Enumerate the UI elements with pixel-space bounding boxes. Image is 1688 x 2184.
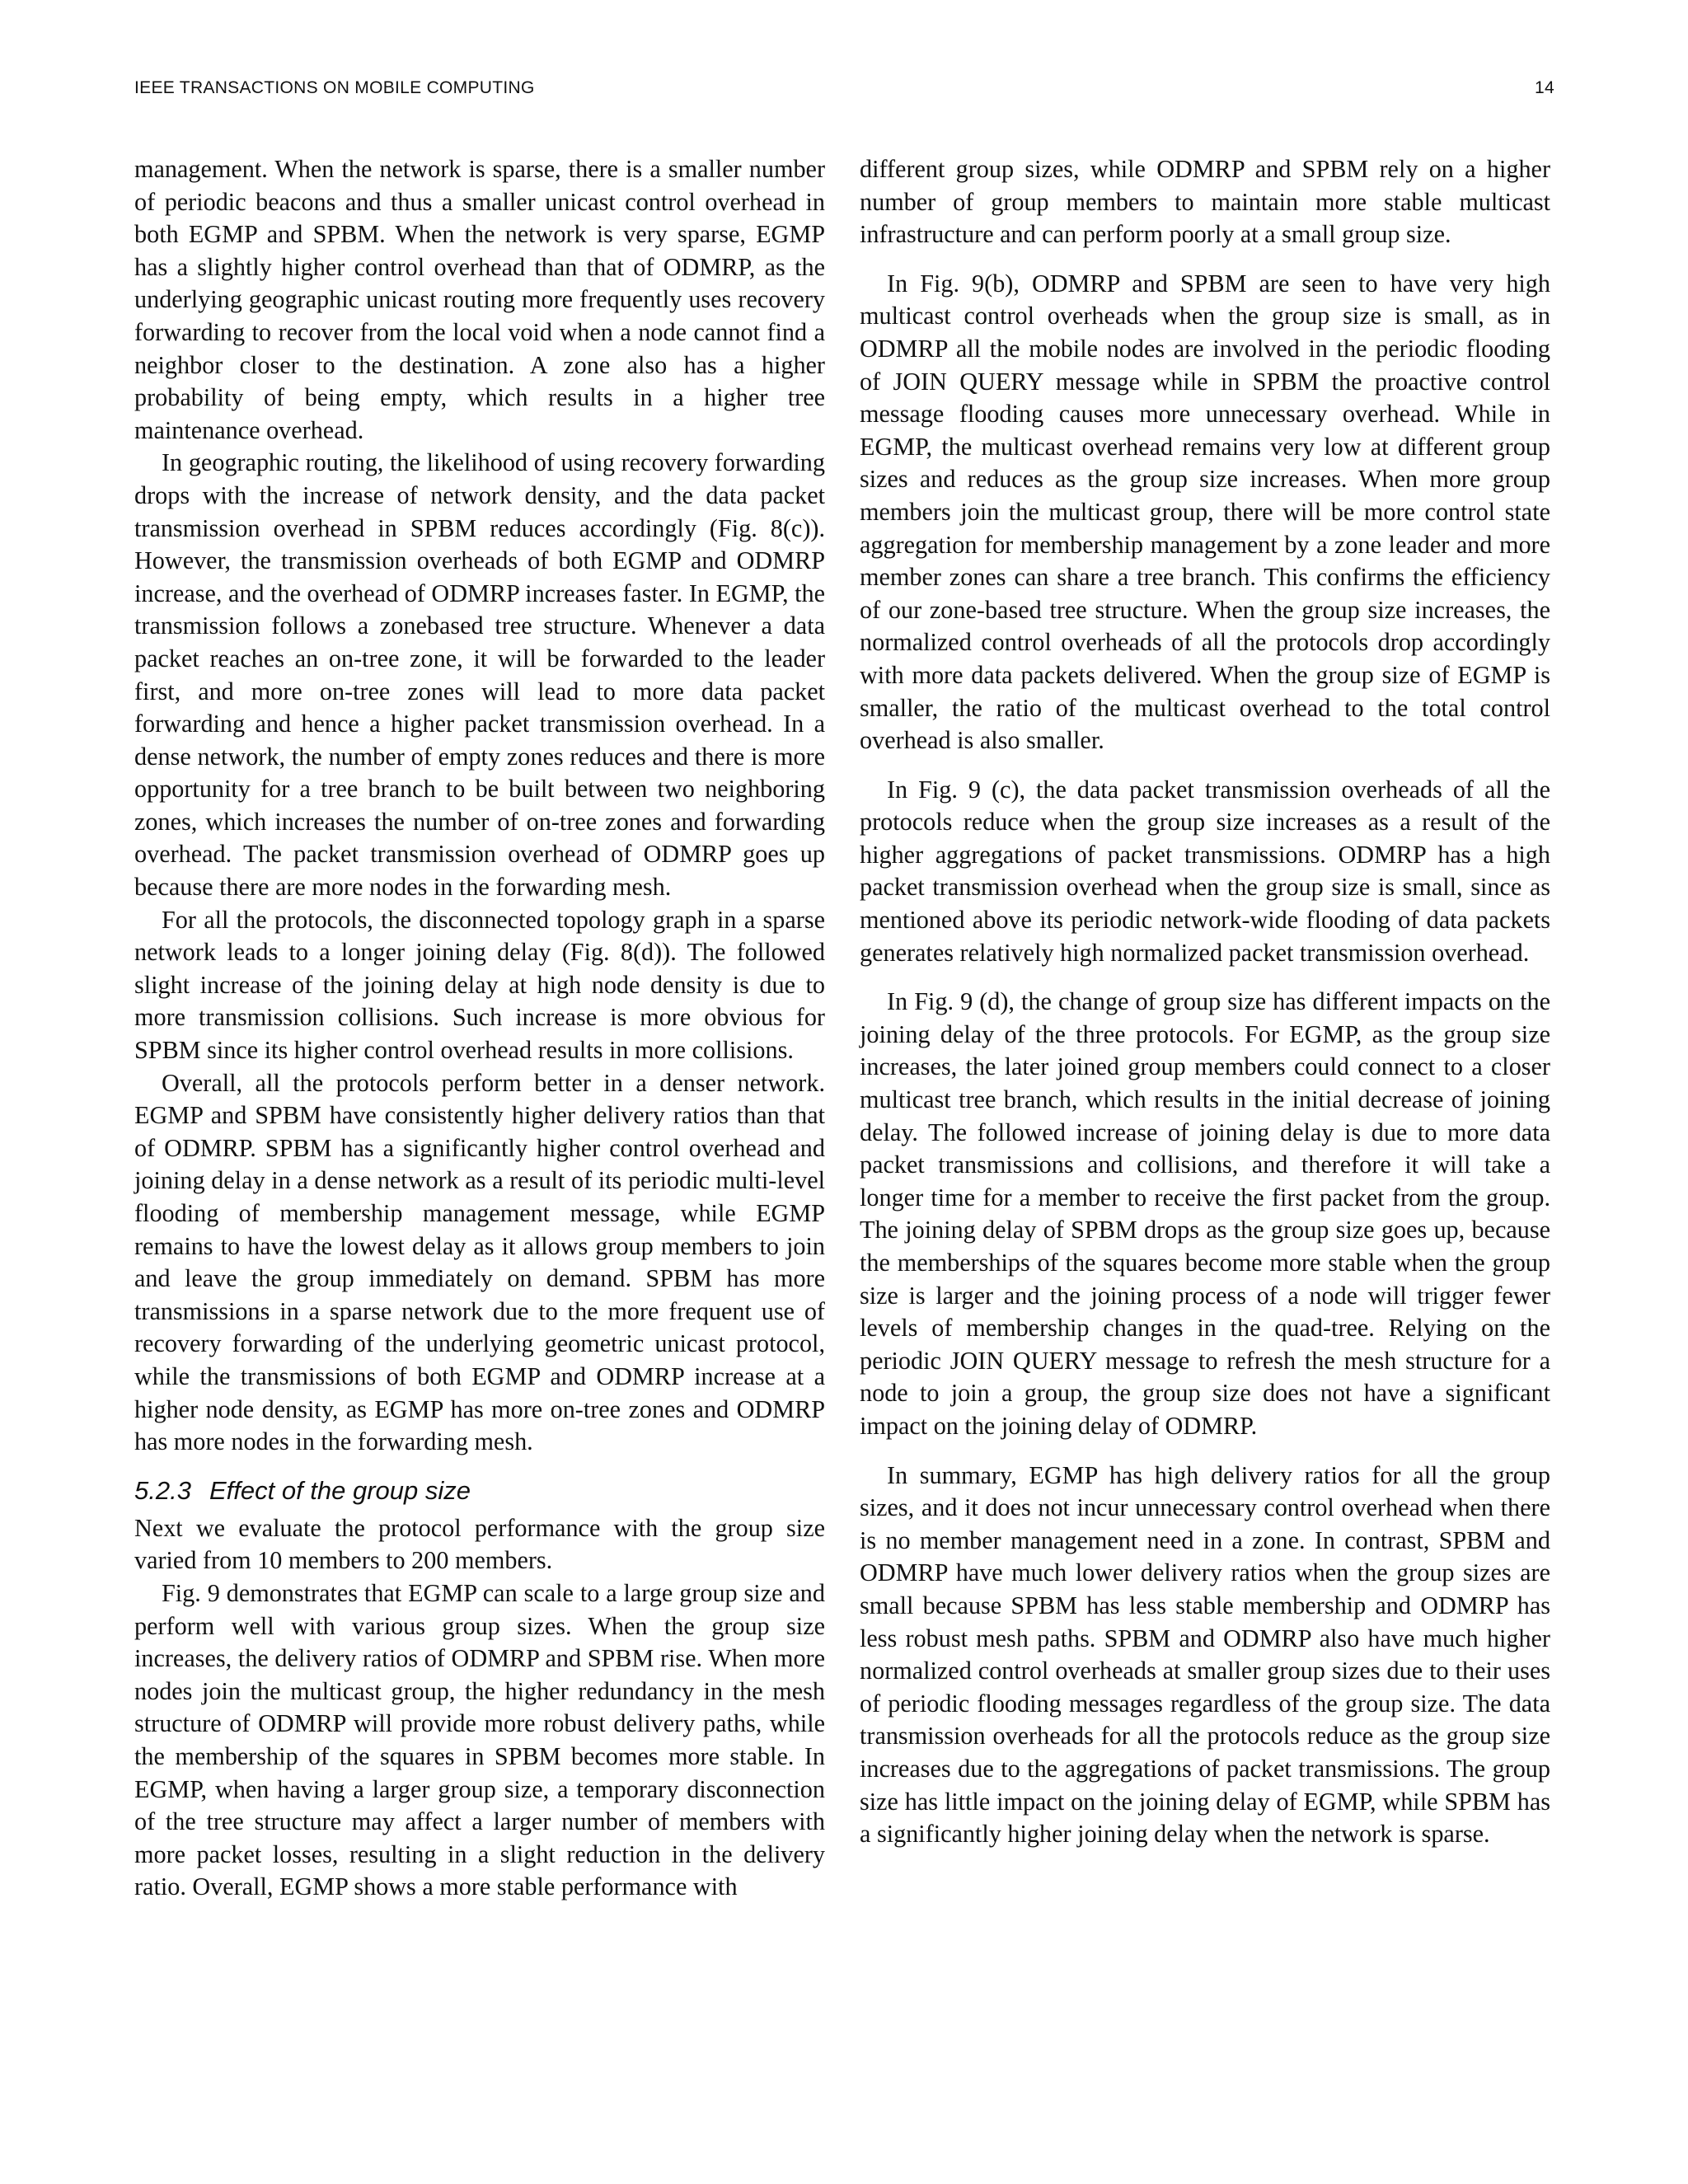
paragraph-right-3: In Fig. 9 (c), the data packet transmission overheads of all the protocols reduce when the group size increases as a result of the higher aggregations of packet transmissions. ODMRP has a high packet transmission overhead when the group size is small, since as mentioned above its periodic network-wide flooding of data packets generates relatively high normalized packet transmission overhead. xyxy=(860,775,1550,967)
paragraph-right-2: In Fig. 9(b), ODMRP and SPBM are seen to have very high multicast control overheads when the group size is small, as in ODMRP all the mobile nodes are involved in the periodic flooding of JOIN QUERY message while in SPBM the proactive control message flooding causes more unnecessary overhead. While in EGMP, the multicast overhead remains very low at different group sizes and reduces as the group size increases. When more group members join the multicast group, there will be more control state aggregation for membership management by a zone leader and more member zones can share a tree branch. This confirms the efficiency of our zone-based tree structure. When the group size increases, the normalized control overheads of all the protocols drop accordingly with more data packets delivered. When the group size of EGMP is smaller, the ratio of the multicast overhead to the total control overhead is also smaller. xyxy=(860,269,1550,755)
paragraph-right-4: In Fig. 9 (d), the change of group size has different impacts on the joining delay of the three protocols. For EGMP, as the group size increases, the later joined group members could connect to a closer multicast tree branch, which results in the initial decrease of joining delay. The followed increase of joining delay is due to more data packet transmissions and collisions, and therefore it will take a longer time for a member to receive the first packet from the group. The joining delay of SPBM drops as the group size goes up, because the memberships of the squares become more stable when the group size is larger and the joining process of a node will trigger fewer levels of membership changes in the quad-tree. Relying on the periodic JOIN QUERY message to refresh the mesh structure for a node to join a group, the group size does not have a significant impact on the joining delay of ODMRP. xyxy=(860,987,1550,1440)
left-column xyxy=(134,153,825,1904)
subsection-title: Effect of the group size xyxy=(209,1475,471,1505)
paragraph-left-2: In geographic routing, the likelihood of using recovery forwarding drops with the increase of network density, and the data packet transmission overhead in SPBM reduces accordingly (Fig. 8(c)). However, the transmission overheads of both EGMP and ODMRP increase, and the overhead of ODMRP increases faster. In EGMP, the transmission follows a zonebased tree structure. Whenever a data packet reaches an on-tree zone, it will be forwarded to the leader first, and more on-tree zones will lead to more data packet forwarding and hence a higher packet transmission overhead. In a dense network, the number of empty zones reduces and there is more opportunity for a tree branch to be built between two neighboring zones, which increases the number of on-tree zones and forwarding overhead. The packet transmission overhead of ODMRP goes up because there are more nodes in the forwarding mesh. xyxy=(134,448,826,902)
subsection-number: 5.2.3 xyxy=(134,1475,191,1505)
subsection-heading xyxy=(134,1474,825,1507)
paragraph-left-5: Next we evaluate the protocol performance with the group size varied from 10 members to 200 members. xyxy=(134,1513,825,1575)
paragraph-right-1: different group sizes, while ODMRP and SPBM rely on a higher number of group members to maintain more stable multicast infrastructure and can perform poorly at a small group size. xyxy=(860,155,1550,249)
paragraph-left-1: management. When the network is sparse, there is a smaller number of periodic beacons and thus a smaller unicast control overhead in both EGMP and SPBM. When the network is very sparse, EGMP has a slightly higher control overhead than that of ODMRP, as the underlying geographic unicast routing more frequently uses recovery forwarding to recover from the local void when a node cannot find a neighbor closer to the destination. A zone also has a higher probability of being empty, which results in a higher tree maintenance overhead. xyxy=(134,155,825,444)
running-header xyxy=(134,78,1554,103)
page-number: 14 xyxy=(1535,78,1554,97)
paragraph-left-4: Overall, all the protocols perform better in a denser network. EGMP and SPBM have consistently higher delivery ratios than that of ODMRP. SPBM has a significantly higher control overhead and joining delay in a dense network as a result of its periodic multi-level flooding of membership management message, while EGMP remains to have the lowest delay as it allows group members to join and leave the group immediately on demand. SPBM has more transmissions in a sparse network due to the more frequent use of recovery forwarding of the underlying geometric unicast protocol, while the transmissions of both EGMP and ODMRP increase at a higher node density, as EGMP has more on-tree zones and ODMRP has more nodes in the forwarding mesh. xyxy=(134,1068,825,1456)
paragraph-left-6: Fig. 9 demonstrates that EGMP can scale to a large group size and perform well with various group sizes. When the group size increases, the delivery ratios of ODMRP and SPBM rise. When more nodes join the multicast group, the higher redundancy in the mesh structure of ODMRP will provide more robust delivery paths, while the membership of the squares in SPBM becomes more stable. In EGMP, when having a larger group size, a temporary disconnection of the tree structure may affect a larger number of members with more packet losses, resulting in a slight reduction in the delivery ratio. Overall, EGMP shows a more stable performance with xyxy=(134,1578,825,1901)
right-column xyxy=(860,153,1550,1868)
paragraph-left-3: For all the protocols, the disconnected topology graph in a sparse network leads to a longer joining delay (Fig. 8(d)). The followed slight increase of the joining delay at high node density is due to more transmission collisions. Such increase is more obvious for SPBM since its higher control overhead results in more collisions. xyxy=(134,905,825,1065)
journal-title: IEEE TRANSACTIONS ON MOBILE COMPUTING xyxy=(134,78,535,97)
paragraph-right-5: In summary, EGMP has high delivery ratios for all the group sizes, and it does not incur unnecessary control overhead when there is no member management need in a zone. In contrast, SPBM and ODMRP have much lower delivery ratios when the group sizes are small because SPBM has less stable membership and ODMRP has less robust mesh paths. SPBM and ODMRP also have much higher normalized control overheads at smaller group sizes due to their uses of periodic flooding messages regardless of the group size. The data transmission overheads for all the protocols reduce as the group size increases due to the aggregations of packet transmissions. The group size has little impact on the joining delay of EGMP, while SPBM has a significantly higher joining delay when the network is sparse. xyxy=(860,1460,1550,1849)
